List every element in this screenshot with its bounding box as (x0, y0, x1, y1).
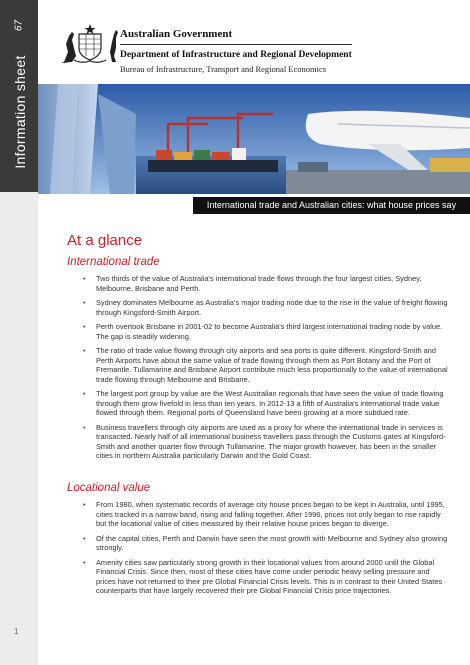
list-item: • Business travellers through city airports are used as a proxy for where the international trade in services is transacted. Nearly half of all international business travellers pass through the Customs gates at Kingsford-Smith and another quarter flow through Tullamarine. The major growth however, has been in the smaller cities in northern Australia particularly Darwin and the Gold Coast. (79, 423, 451, 461)
bureau-title: Bureau of Infrastructure, Transport and Regional Economics (120, 64, 327, 74)
list-item: • Of the capital cities, Perth and Darwin have seen the most growth with Melbourne and Sydney also growing strongly. (79, 534, 451, 553)
section-heading: At a glance (67, 232, 143, 249)
page-number: 1 (14, 627, 19, 636)
list-item: • Two thirds of the value of Australia's international trade flows through the four largest cities, Sydney, Melbourne, Brisbane and Perth. (79, 274, 451, 293)
sidebar-label: Information sheet (12, 55, 28, 169)
banner-caption: International trade and Australian cities: what house prices say (193, 197, 470, 214)
locational-value-list (79, 500, 451, 601)
header-rule (120, 44, 352, 45)
list-item: • Sydney dominates Melbourne as Australia's major trading node due to the rise in the value of freight flowing through Kingsford-Smith Airport. (79, 298, 451, 317)
coat-of-arms-icon (60, 22, 120, 64)
subheading-international-trade: International trade (67, 256, 160, 268)
department-title: Department of Infrastructure and Regional Development (120, 50, 352, 60)
government-title: Australian Government (120, 28, 233, 40)
sidebar-dark-panel (0, 0, 38, 192)
banner-image (38, 84, 470, 194)
list-item: • From 1980, when systematic records of average city house prices began to be kept in Australia, until 1995, cities tracked in a narrow band, rising and falling together. After 1996, prices not only began to rise rapidly but the locational value of cities measured by their relative house prices began to diverge. (79, 500, 451, 529)
issue-number: 67 (13, 19, 25, 32)
list-item: • The largest port group by value are the West Australian regionals that have seen the value of trade flowing through them grow fivefold in less than ten years. In 2012-13 a fifth of Australia's international trade value flowed through them. Regional ports of Queensland have been growing at a more subdued rate. (79, 389, 451, 418)
subheading-locational-value: Locational value (67, 482, 151, 494)
list-item: • Perth overtook Brisbane in 2001-02 to become Australia's third largest international trading node by value. The gap is steadily widening. (79, 322, 451, 341)
international-trade-list (79, 274, 451, 466)
list-item: • Amenity cities saw particularly strong growth in their locational values from around 2000 until the Global Financial Crisis. Since then, most of these cities have come under periodic heavy selling pressure and prices have not returned to their pre Global Financial Crisis levels. This is in contrast to their United States counterparts that have largely recovered their pre Global Financial Crisis price trajectories. (79, 558, 451, 596)
list-item: • The ratio of trade value flowing through city airports and sea ports is quite different. Kingsford-Smith and Perth Airports have about the same value of trade flowing through them as Port Botany and the Port of Fremantle. Tullamarine and Brisbane Airport contribute much less proportionally to the value of international trade flowing through Melbourne and Brisbane. (79, 346, 451, 384)
